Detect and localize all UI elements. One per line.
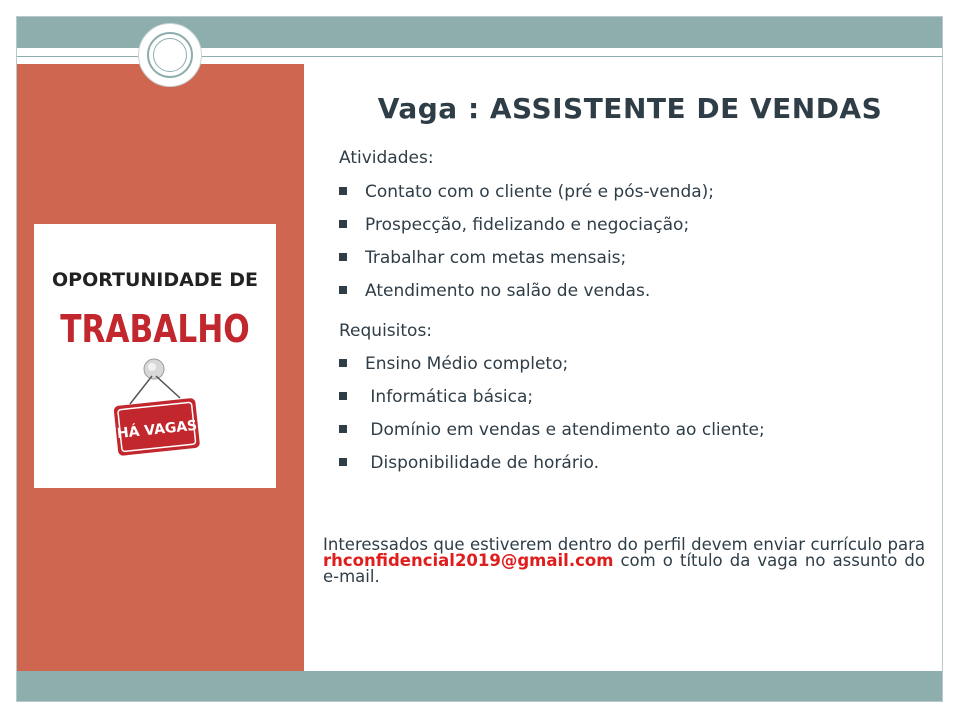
- requirement-item: [339, 354, 568, 374]
- job-opportunity-poster: [34, 224, 276, 488]
- activity-text: Prospecção, fidelizando e negociação;: [365, 215, 690, 235]
- requirement-item: [339, 453, 599, 473]
- requirement-text: Domínio em vendas e atendimento ao cliente;: [365, 420, 765, 440]
- circle-badge-icon: [138, 23, 202, 87]
- requirement-text: Disponibilidade de horário.: [365, 453, 600, 473]
- poster-graphic: [34, 224, 276, 488]
- square-bullet-icon: [339, 392, 347, 400]
- contact-text-before: Interessados que estiverem dentro do perfil devem enviar currículo para: [323, 535, 925, 554]
- contact-instructions: [323, 537, 925, 585]
- hanging-strings: [130, 376, 180, 404]
- activity-text: Atendimento no salão de vendas.: [365, 281, 651, 301]
- requirement-item: [339, 420, 765, 440]
- activity-item: [339, 281, 650, 301]
- page-title: Vaga : ASSISTENTE DE VENDAS: [377, 92, 883, 125]
- activity-text: Contato com o cliente (pré e pós-venda);: [365, 182, 715, 202]
- contact-email-link[interactable]: rhconfidencial2019@gmail.com: [323, 551, 614, 570]
- pin-icon: [144, 359, 164, 379]
- square-bullet-icon: [339, 253, 347, 261]
- requirement-text: Ensino Médio completo;: [365, 354, 569, 374]
- square-bullet-icon: [339, 458, 347, 466]
- square-bullet-icon: [339, 286, 347, 294]
- sign-text: HÁ VAGAS: [116, 417, 198, 443]
- hanging-sign: [113, 398, 200, 456]
- poster-line2: TRABALHO: [60, 308, 250, 352]
- requirement-item: [339, 387, 533, 407]
- square-bullet-icon: [339, 425, 347, 433]
- square-bullet-icon: [339, 220, 347, 228]
- activity-item: [339, 215, 689, 235]
- activity-text: Trabalhar com metas mensais;: [365, 248, 627, 268]
- bottom-band: [17, 671, 942, 701]
- badge-ring: [147, 32, 193, 78]
- activities-heading: Atividades:: [339, 148, 434, 168]
- square-bullet-icon: [339, 359, 347, 367]
- activity-item: [339, 248, 626, 268]
- requirements-heading: Requisitos:: [339, 321, 433, 341]
- contact-text-after: com o título da vaga no assunto do e-mail.: [323, 551, 925, 586]
- badge-inner-ring: [153, 38, 187, 72]
- activity-item: [339, 182, 714, 202]
- square-bullet-icon: [339, 187, 347, 195]
- poster-line1: OPORTUNIDADE DE: [52, 269, 258, 291]
- requirement-text: Informática básica;: [365, 387, 534, 407]
